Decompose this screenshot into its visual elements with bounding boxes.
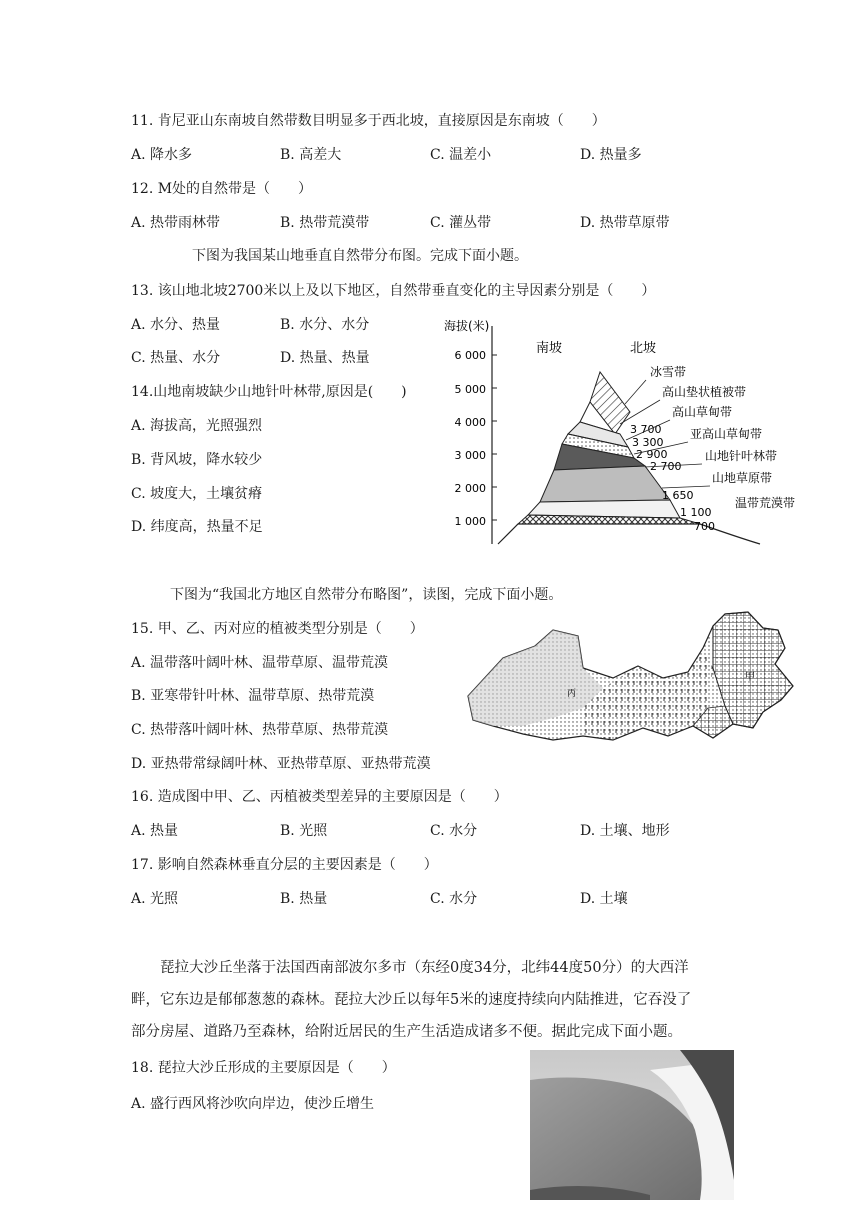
question-14-stem: 14.山地南坡缺少山地针叶林带,原因是( ) (131, 384, 407, 400)
q15-option-a[interactable]: A. 温带落叶阔叶林、温带草原、温带荒漠 (131, 655, 389, 671)
boundary-1100: 1 100 (680, 506, 712, 519)
q15-option-c[interactable]: C. 热带落叶阔叶林、热带草原、热带荒漠 (131, 722, 389, 738)
boundary-2900: 2 900 (636, 448, 668, 461)
y-tick-6000: 6 000 (454, 349, 486, 362)
section-intro-mountain: 下图为我国某山地垂直自然带分布图。完成下面小题。 (192, 248, 528, 264)
mountain-zonation-figure (440, 312, 815, 552)
y-tick-4000: 4 000 (454, 416, 486, 429)
q14-option-b[interactable]: B. 背风坡，降水较少 (131, 452, 263, 468)
y-tick-3000: 3 000 (454, 449, 486, 462)
q17-option-b[interactable]: B. 热量 (280, 891, 328, 907)
passage-line-2: 畔，它东边是郁郁葱葱的森林。琵拉大沙丘以每年5米的速度持续向内陆推进，它吞没了 (131, 992, 692, 1008)
question-17-stem: 17. 影响自然森林垂直分层的主要因素是（ ） (131, 857, 438, 873)
q15-option-d[interactable]: D. 亚热带常绿阔叶林、亚热带草原、亚热带荒漠 (131, 756, 431, 772)
q13-option-b[interactable]: B. 水分、水分 (280, 317, 370, 333)
map-label-bing: 丙 (567, 689, 577, 699)
y-axis-title: 海拔(米) (444, 319, 490, 333)
north-slope-label: 北坡 (630, 341, 657, 356)
y-tick-2000: 2 000 (454, 482, 486, 495)
boundary-2700: 2 700 (650, 460, 682, 473)
q14-option-a[interactable]: A. 海拔高，光照强烈 (131, 418, 263, 434)
q13-option-c[interactable]: C. 热量、水分 (131, 350, 221, 366)
passage-line-3: 部分房屋、道路乃至森林，给附近居民的生产生活造成诸多不便。据此完成下面小题。 (131, 1024, 682, 1040)
q12-option-c[interactable]: C. 灌丛带 (430, 215, 492, 231)
boundary-3700: 3 700 (630, 423, 662, 436)
question-13-stem: 13. 该山地北坡2700米以上及以下地区，自然带垂直变化的主导因素分别是（ ） (131, 283, 656, 299)
q12-option-b[interactable]: B. 热带荒漠带 (280, 215, 370, 231)
question-11-stem: 11. 肯尼亚山东南坡自然带数目明显多于西北坡，直接原因是东南坡（ ） (131, 113, 606, 129)
q14-option-d[interactable]: D. 纬度高，热量不足 (131, 519, 263, 535)
question-18-stem: 18. 琵拉大沙丘形成的主要原因是（ ） (131, 1060, 396, 1076)
zone-label-subalpine-meadow: 亚高山草甸带 (690, 427, 763, 441)
zone-label-mountain-steppe: 山地草原带 (712, 471, 773, 485)
q13-option-a[interactable]: A. 水分、热量 (131, 317, 221, 333)
map-label-jia: 甲 (745, 672, 755, 683)
q11-option-a[interactable]: A. 降水多 (131, 147, 193, 163)
question-15-stem: 15. 甲、乙、丙对应的植被类型分别是（ ） (131, 621, 424, 637)
q11-option-b[interactable]: B. 高差大 (280, 147, 342, 163)
q12-option-d[interactable]: D. 热带草原带 (580, 215, 670, 231)
q13-option-d[interactable]: D. 热量、热量 (280, 350, 370, 366)
northern-china-map (463, 608, 808, 750)
q11-option-c[interactable]: C. 温差小 (430, 147, 492, 163)
q15-option-b[interactable]: B. 亚寒带针叶林、温带草原、热带荒漠 (131, 688, 375, 704)
zone-label-coniferous: 山地针叶林带 (705, 449, 778, 463)
zone-label-alpine-meadow: 高山草甸带 (672, 405, 733, 419)
question-12-stem: 12. M处的自然带是（ ） (131, 181, 313, 197)
question-16-stem: 16. 造成图中甲、乙、丙植被类型差异的主要原因是（ ） (131, 789, 508, 805)
dune-photo (530, 1050, 734, 1200)
q16-option-b[interactable]: B. 光照 (280, 823, 328, 839)
q11-option-d[interactable]: D. 热量多 (580, 147, 642, 163)
q16-option-d[interactable]: D. 土壤、地形 (580, 823, 670, 839)
y-tick-5000: 5 000 (454, 383, 486, 396)
boundary-1650: 1 650 (662, 489, 694, 502)
q17-option-a[interactable]: A. 光照 (131, 891, 179, 907)
q17-option-d[interactable]: D. 土壤 (580, 891, 628, 907)
zone-label-temperate-desert: 温带荒漠带 (735, 496, 796, 510)
y-tick-1000: 1 000 (454, 515, 486, 528)
passage-line-1: 琵拉大沙丘坐落于法国西南部波尔多市（东经0度34分，北纬44度50分）的大西洋 (160, 960, 689, 976)
south-slope-label: 南坡 (536, 341, 563, 356)
boundary-700: 700 (694, 520, 715, 533)
boundary-3300: 3 300 (632, 436, 664, 449)
section-intro-map: 下图为“我国北方地区自然带分布略图”，读图，完成下面小题。 (170, 587, 563, 603)
q14-option-c[interactable]: C. 坡度大，土壤贫瘠 (131, 486, 263, 502)
q16-option-a[interactable]: A. 热量 (131, 823, 179, 839)
zone-label-alpine-cushion: 高山垫状植被带 (662, 385, 747, 399)
zone-label-ice-snow: 冰雪带 (650, 365, 687, 379)
q18-option-a[interactable]: A. 盛行西风将沙吹向岸边，使沙丘增生 (131, 1096, 375, 1112)
q12-option-a[interactable]: A. 热带雨林带 (131, 215, 221, 231)
q16-option-c[interactable]: C. 水分 (430, 823, 478, 839)
q17-option-c[interactable]: C. 水分 (430, 891, 478, 907)
